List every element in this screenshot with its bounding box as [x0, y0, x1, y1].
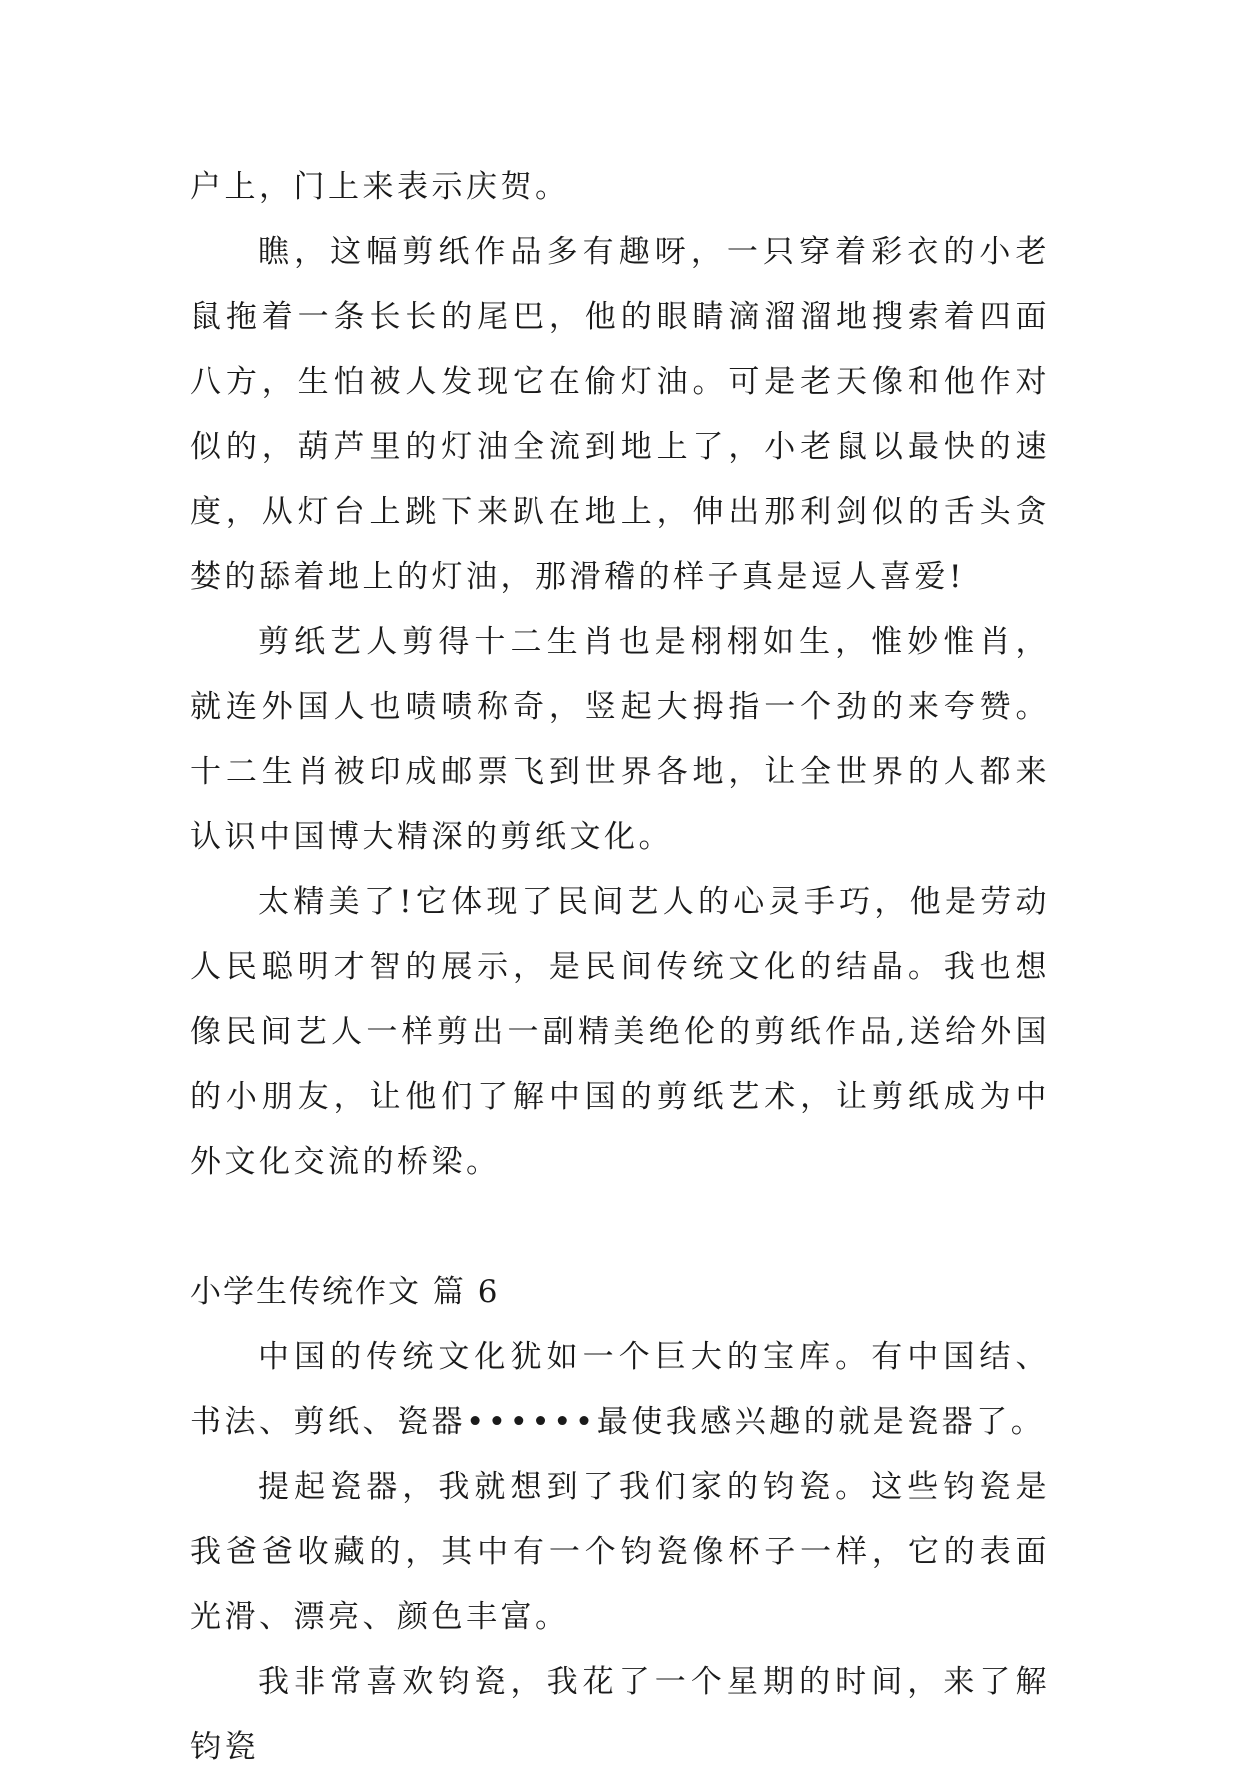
- paragraph-mouse-papercut: 瞧，这幅剪纸作品多有趣呀，一只穿着彩衣的小老鼠拖着一条长长的尾巴，他的眼睛滴溜溜地搜索着四面八方，生怕被人发现它在偷灯油。可是老天像和他作对似的，葫芦里的灯油全流到地上了，小老鼠以最快的速度，从灯台上跳下来趴在地上，伸出那利剑似的舌头贪婪的舔着地上的灯油，那滑稽的样子真是逗人喜爱!: [190, 234, 1050, 595]
- paragraph-jun-porcelain: 提起瓷器，我就想到了我们家的钧瓷。这些钧瓷是我爸爸收藏的，其中有一个钧瓷像杯子一样，它的表面光滑、漂亮、颜色丰富。: [190, 1469, 1050, 1635]
- paragraph-like-porcelain: 我非常喜欢钧瓷，我花了一个星期的时间，来了解钧瓷: [190, 1664, 1050, 1765]
- paragraph-zodiac: 剪纸艺人剪得十二生肖也是栩栩如生，惟妙惟肖，就连外国人也啧啧称奇，竖起大拇指一个劲的来夸赞。十二生肖被印成邮票飞到世界各地，让全世界的人都来认识中国博大精深的剪纸文化。: [190, 624, 1050, 855]
- paragraph-conclusion: 太精美了!它体现了民间艺人的心灵手巧，他是劳动人民聪明才智的展示，是民间传统文化的结晶。我也想像民间艺人一样剪出一副精美绝伦的剪纸作品,送给外国的小朋友，让他们了解中国的剪纸艺术，让剪纸成为中外文化交流的桥梁。: [190, 884, 1050, 1180]
- document-page: [190, 155, 1050, 1780]
- paragraph-treasure: 中国的传统文化犹如一个巨大的宝库。有中国结、书法、剪纸、瓷器••••••最使我感兴趣的就是瓷器了。: [190, 1339, 1050, 1440]
- section-title: 小学生传统作文 篇 6: [190, 1274, 500, 1310]
- paragraph-continuation: 户上，门上来表示庆贺。: [190, 169, 570, 205]
